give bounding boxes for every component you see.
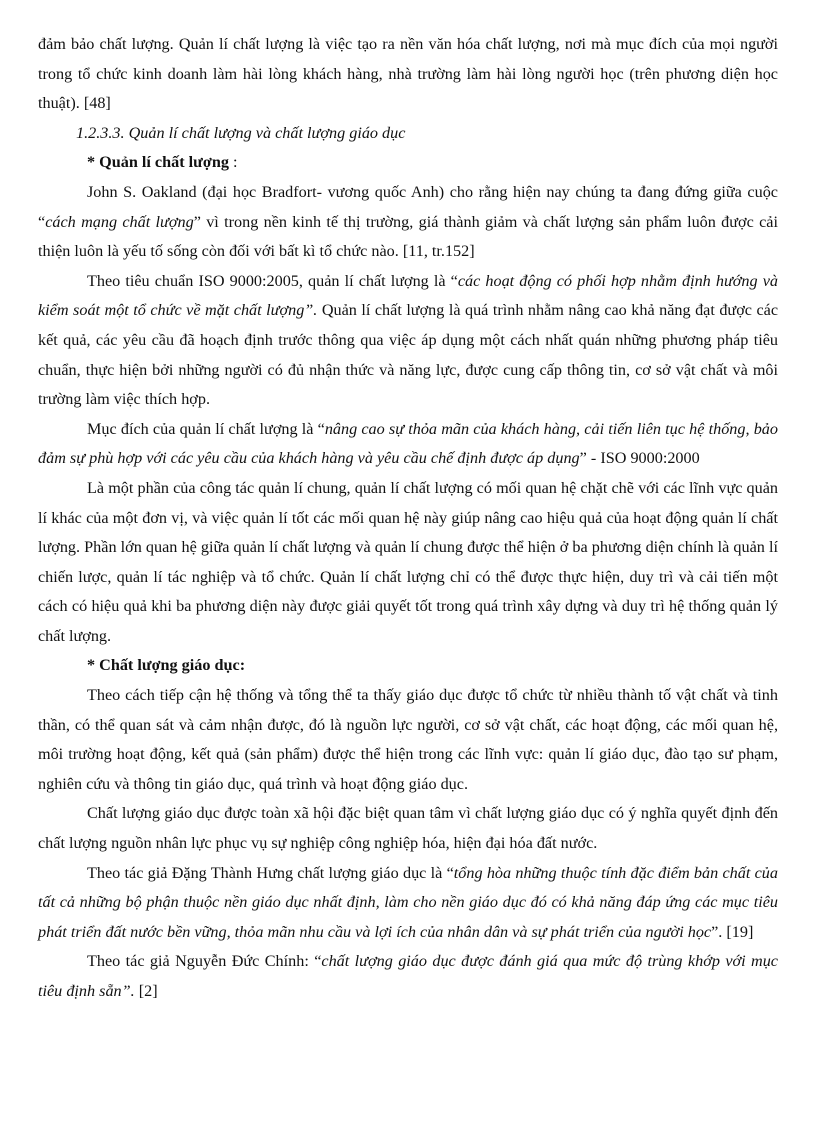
paragraph-oakland-quote: cách mạng chất lượng (45, 212, 194, 231)
paragraph-ndc-quote: chất lượng giáo dục được đánh giá qua mức độ trùng khớp với mục tiêu định sẵn”. (38, 952, 778, 1000)
paragraph-iso-text-a: Theo tiêu chuẩn ISO 9000:2005, quản lí chất lượng là “ (87, 271, 458, 290)
paragraph-iso-9000-2005 (38, 267, 778, 415)
paragraph-dth-text-c: ”. [19] (711, 922, 754, 941)
paragraph-oakland-text-a: John S. Oakland (đại học Bradfort- vương quốc Anh) cho rằng hiện nay chúng ta đang đứng giữa cuộc “ (38, 182, 778, 231)
paragraph-dth-text-a: Theo tác giả Đặng Thành Hưng chất lượng giáo dục là “ (87, 863, 454, 882)
subheading-quality-management (38, 148, 778, 178)
paragraph-ndc-text-c: [2] (134, 982, 158, 1000)
paragraph-general-management: Là một phần của công tác quản lí chung, quản lí chất lượng có mối quan hệ chặt chẽ với các lĩnh vực quản lí khác của một đơn vị, và việc quản lí tốt các mối quan hệ này giúp nâng cao hiệu quả của hoạt động quản lí chất lượng. Phần lớn quan hệ giữa quản lí chất lượng và quản lí chung được thể hiện ở ba phương diện chính là quản lí chiến lược, quản lí tác nghiệp và tổ chức. Quản lí chất lượng chỉ có thể được thực hiện, duy trì và cải tiến một cách có hiệu quả khi ba phương diện này được giải quyết tốt trong quá trình xây dựng và duy trì hệ thống quản lý chất lượng. (38, 478, 778, 645)
paragraph-systems-approach: Theo cách tiếp cận hệ thống và tổng thể ta thấy giáo dục được tổ chức từ nhiều thành tố vật chất và tinh thần, có thể quan sát và cảm nhận được, đó là nguồn lực người, cơ sở vật chất, các hoạt động, các mối quan hệ, môi trường hoạt động, kết quả (sản phẩm) được thể hiện trong các lĩnh vực: quản lí giáo dục, đào tạo sư phạm, nghiên cứu và thông tin giáo dục, quá trình và hoạt động giáo dục. (38, 686, 778, 793)
paragraph-nguyen-duc-chinh (38, 947, 778, 1006)
section-heading-1-2-3-3: 1.2.3.3. Quản lí chất lượng và chất lượng giáo dục (76, 123, 406, 142)
paragraph-iso-text-c: Quản lí chất lượng là quá trình nhằm nâng cao khả năng đạt được các kết quả, các yêu cầu đã hoạch định trước thông qua việc áp dụng một cách nhất quán những phương pháp tiêu chuẩn, thực hiện bởi những người có đủ nhận thức và năng lực, được cung cấp thông tin, cơ sở vật chất và môi trường làm việc thích hợp. (38, 301, 778, 409)
paragraph-purpose-text-a: Mục đích của quản lí chất lượng là “ (87, 419, 325, 438)
paragraph-purpose-quote: nâng cao sự thỏa mãn của khách hàng, cải tiến liên tục hệ thống, bảo đảm sự phù hợp với các yêu cầu của khách hàng và yêu cầu chế định được áp dụng (38, 419, 778, 468)
paragraph-purpose-text-c: ” - ISO 9000:2000 (579, 449, 700, 468)
subheading-quality-management-colon: : (228, 153, 238, 172)
subheading-quality-management-label: * Quản lí chất lượng (87, 153, 229, 172)
subheading-education-quality (38, 651, 778, 681)
paragraph-ndc-text-a: Theo tác giả Nguyễn Đức Chính: “ (87, 952, 322, 971)
paragraph-society-concern: Chất lượng giáo dục được toàn xã hội đặc biệt quan tâm vì chất lượng giáo dục có ý nghĩa quyết định đến chất lượng nguồn nhân lực phục vụ sự nghiệp công nghiệp hóa, hiện đại hóa đất nước. (38, 804, 778, 853)
subheading-education-quality-label: * Chất lượng giáo dục: (87, 656, 246, 675)
paragraph-dth-quote: tổng hòa những thuộc tính đặc điểm bản chất của tất cả những bộ phận thuộc nền giáo dục nhất định, làm cho nền giáo dục đó có khả năng đáp ứng các mục tiêu phát triển đất nước bền vững, thỏa mãn nhu cầu và lợi ích của nhân dân và sự phát triển của người học (38, 863, 778, 941)
paragraph-iso-quote: các hoạt động có phối hợp nhằm định hướng và kiểm soát một tổ chức về mặt chất lượng”. (38, 271, 778, 320)
paragraph-dang-thanh-hung (38, 859, 778, 948)
paragraph-oakland (38, 178, 778, 267)
paragraph-oakland-text-c: ” vì trong nền kinh tế thị trường, giá thành giảm và chất lượng sản phẩm luôn được cải thiện luôn là yếu tố sống còn đối với bất kì tổ chức nào. [11, tr.152] (38, 212, 778, 261)
paragraph-continuation: đảm bảo chất lượng. Quản lí chất lượng là việc tạo ra nền văn hóa chất lượng, nơi mà mục đích của mọi người trong tổ chức kinh doanh làm hài lòng khách hàng, nhà trường làm hài lòng người học (trên phương diện học thuật). [48] (38, 35, 778, 113)
paragraph-purpose (38, 415, 778, 474)
